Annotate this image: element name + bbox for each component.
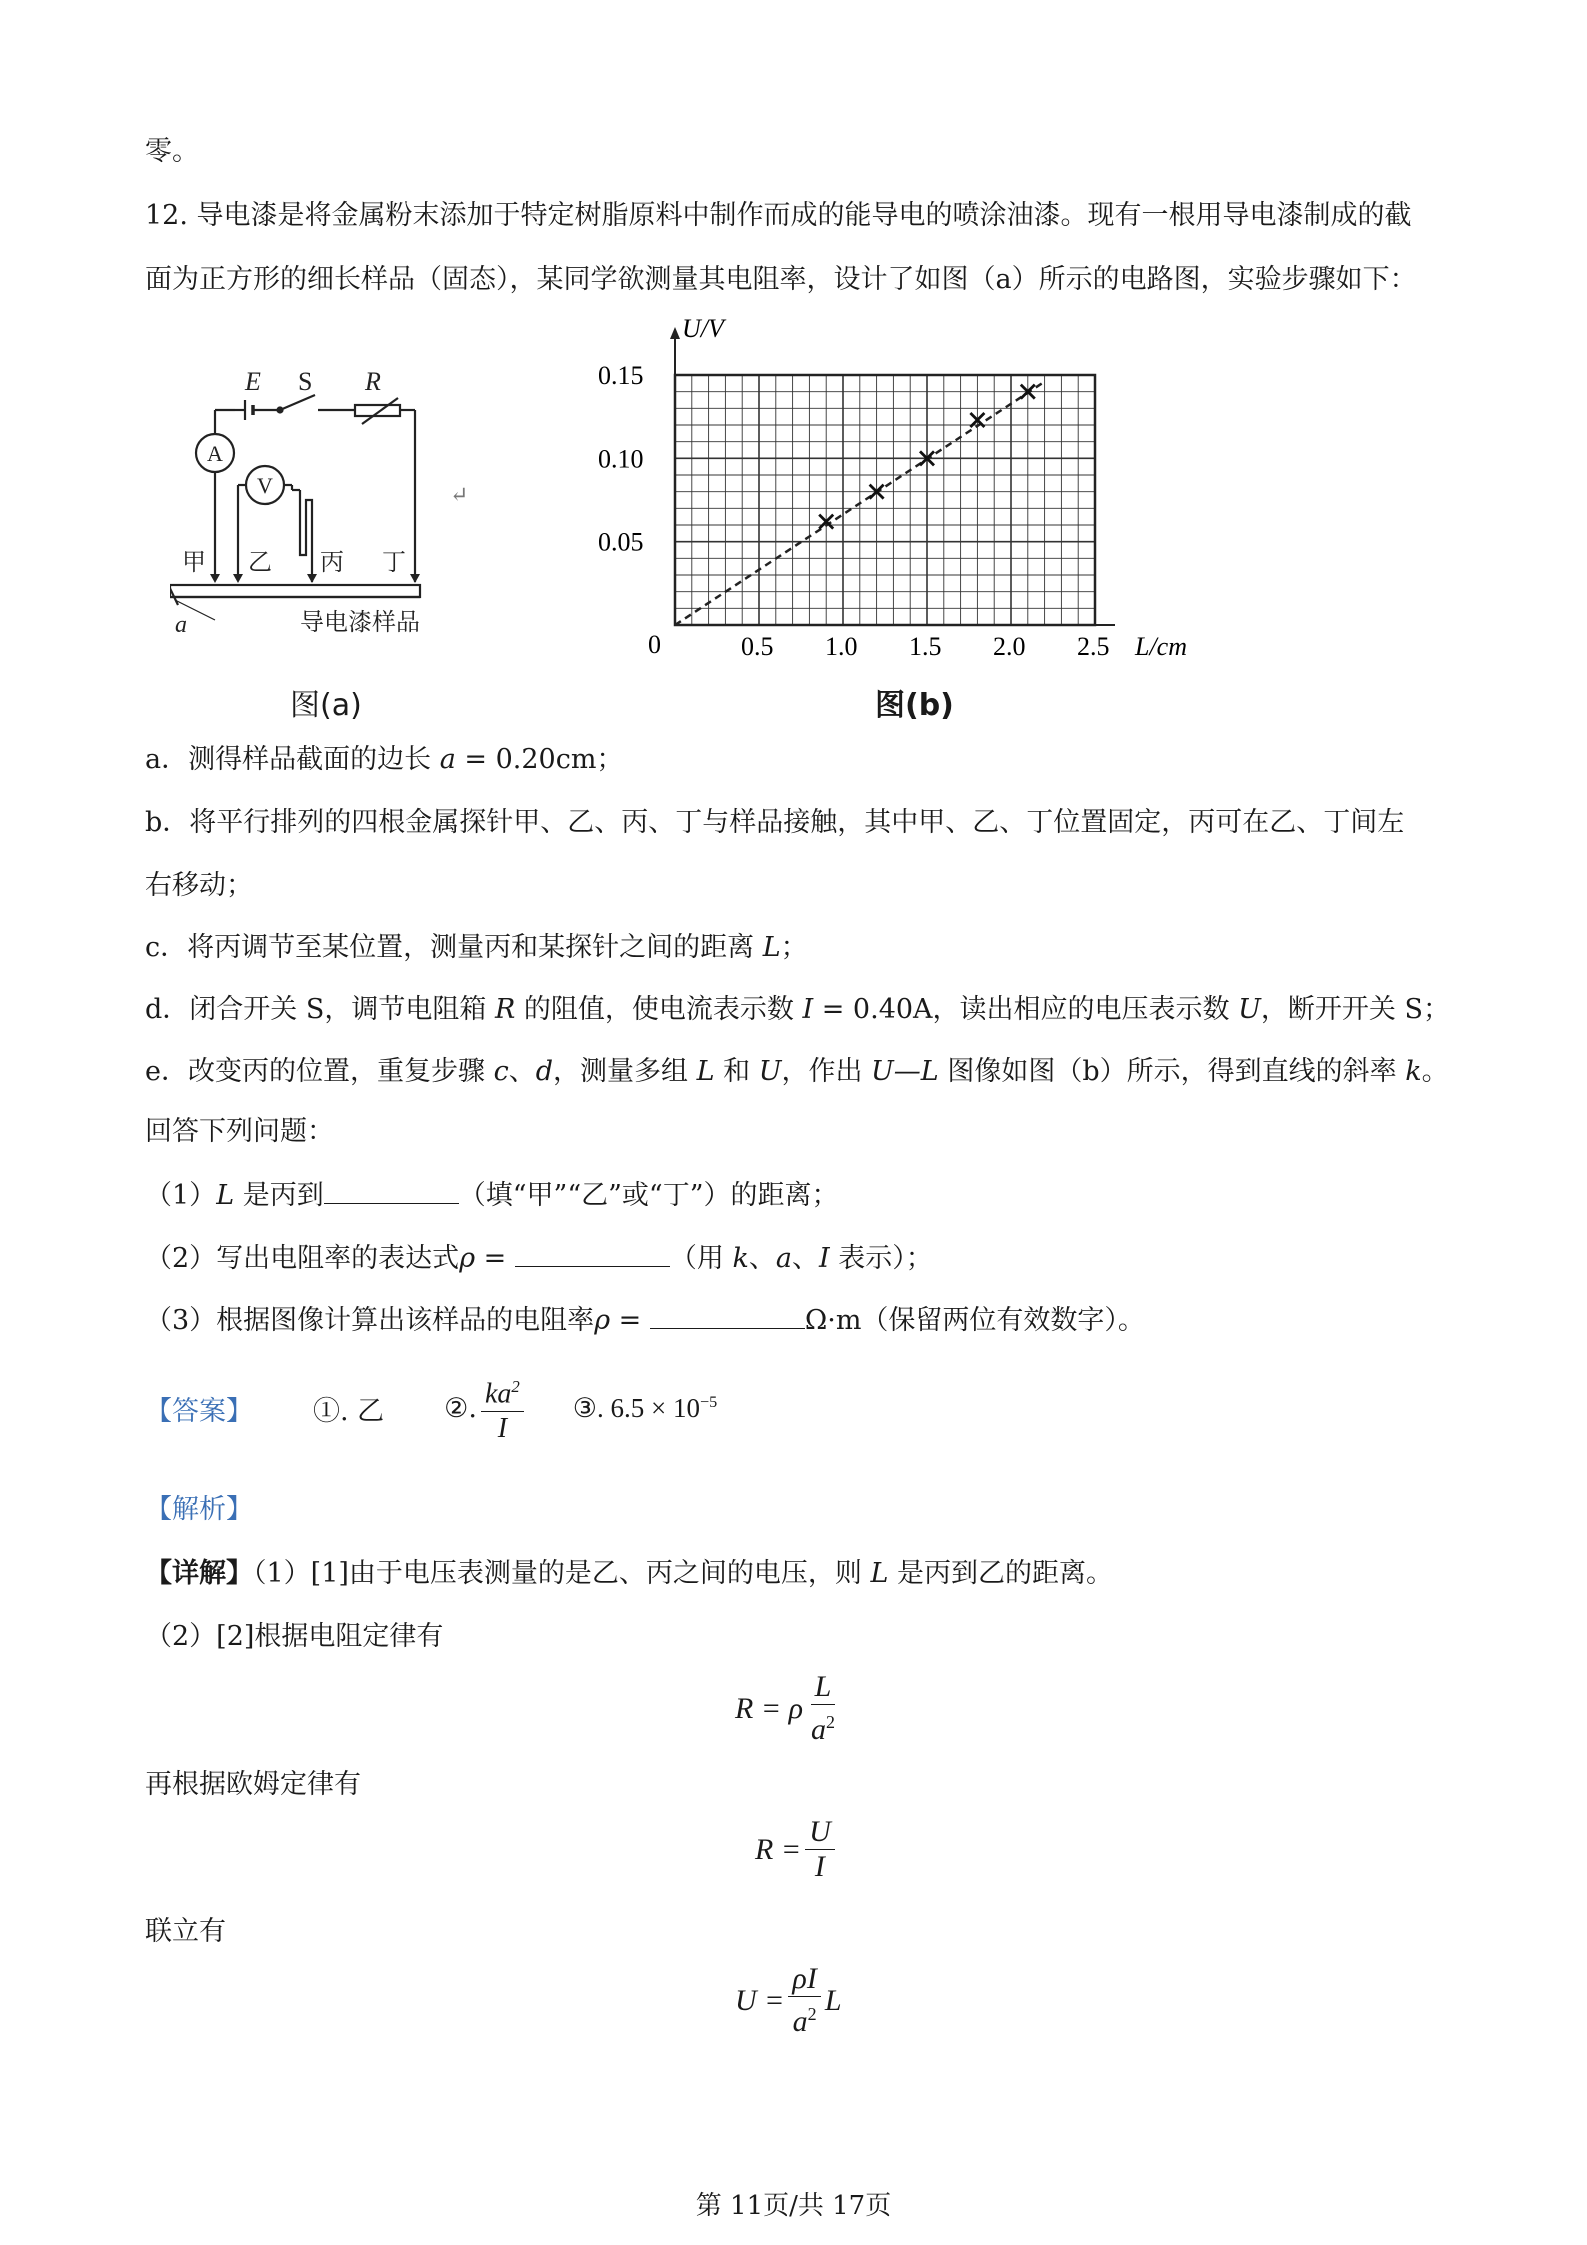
x-tick-label: 0.5 <box>741 632 774 661</box>
detail-line: 【详解】（1）[1]由于电压表测量的是乙、丙之间的电压，则 L 是丙到乙的距离。 <box>145 1558 1114 1589</box>
probe-ding-label: 丁 <box>382 550 406 576</box>
probe-bing-label: 丙 <box>320 550 344 576</box>
voltmeter-label: V <box>257 473 273 498</box>
x-tick-label: 1.0 <box>825 632 858 661</box>
prompt: 回答下列问题： <box>145 1116 334 1147</box>
y-tick-label: 0.15 <box>598 361 644 390</box>
y-axis-label: U/V <box>682 314 724 343</box>
label-S: S <box>298 367 313 396</box>
step-a: a．测得样品截面的边长 a = 0.20cm； <box>145 744 624 775</box>
subquestion-1: （1）L 是丙到 （填“甲”“乙”或“丁”）的距离； <box>145 1175 839 1216</box>
label-R: R <box>365 367 381 396</box>
answer-2-fraction: $\frac{ka^2}{I}$ <box>481 1370 524 1446</box>
subquestion-3: （3）根据图像计算出该样品的电阻率ρ = Ω·m（保留两位有效数字）。 <box>145 1300 1145 1341</box>
y-tick-label: 0.10 <box>598 444 644 474</box>
step-c: c．将丙调节至某位置，测量丙和某探针之间的距离 L； <box>145 932 808 963</box>
page-footer: 第 11页/共 17页 <box>695 2191 892 2221</box>
ammeter-label: A <box>207 441 223 466</box>
step-b-line-1: b．将平行排列的四根金属探针甲、乙、丙、丁与样品接触，其中甲、乙、丁位置固定，丙可在乙、丁间左 <box>145 807 1405 838</box>
part-2-line: （2）[2]根据电阻定律有 <box>145 1621 444 1652</box>
answer-blank-3[interactable] <box>650 1300 805 1329</box>
x-axis-label: L/cm <box>1135 632 1187 661</box>
figure-a-caption: 图(a) <box>290 688 362 723</box>
question-line-2: 面为正方形的细长样品（固态），某同学欲测量其电阻率，设计了如图（a）所示的电路图，实验步骤如下： <box>145 264 1417 295</box>
plot-frame <box>675 375 1095 625</box>
figure-b-chart <box>590 305 1240 675</box>
x-tick-label: 2.0 <box>993 632 1026 661</box>
x-tick-label: 1.5 <box>909 632 942 661</box>
combine-line: 联立有 <box>145 1916 226 1947</box>
step-b-line-2: 右移动； <box>145 870 253 901</box>
sample-label: 导电漆样品 <box>300 610 420 636</box>
answer-tag: 【答案】 <box>145 1395 253 1427</box>
label-E: E <box>245 367 261 396</box>
figure-a-circuit <box>170 350 470 650</box>
answer-3: ③. $6.5 \times 10^{-5}$ <box>572 1392 718 1423</box>
probe-jia-label: 甲 <box>182 550 206 576</box>
continued-text: 零。 <box>145 136 199 167</box>
step-e: e．改变丙的位置，重复步骤 c、d，测量多组 L 和 U，作出 U—L 图像如图（b）所示，得到直线的斜率 k。 <box>145 1056 1449 1087</box>
equation-combined: U = $\frac{\rho I}{a^2}$ L <box>735 1962 842 2038</box>
equation-ohm: R = $\frac{U}{I}$ <box>755 1815 839 1884</box>
equation-resistance-law: R = ρ $\frac{L}{a^2}$ <box>735 1670 835 1746</box>
return-mark: ↵ <box>450 483 469 508</box>
answer-blank-1[interactable] <box>324 1175 459 1204</box>
question-line-1: 12. 导电漆是将金属粉末添加于特定树脂原料中制作而成的能导电的喷涂油漆。现有一根用导电漆制成的截 <box>145 200 1412 231</box>
analysis-tag: 【解析】 <box>145 1494 253 1525</box>
ohm-line: 再根据欧姆定律有 <box>145 1769 361 1800</box>
figure-b-caption: 图(b) <box>875 688 954 723</box>
x-tick-label: 2.5 <box>1077 632 1110 661</box>
origin-label: 0 <box>648 630 661 659</box>
answer-2-prefix: ②. <box>444 1392 477 1424</box>
step-d: d．闭合开关 S，调节电阻箱 R 的阻值，使电流表示数 I = 0.40A，读出相应的电压表示数 U，断开开关 S； <box>145 994 1450 1025</box>
subquestion-2: （2）写出电阻率的表达式ρ = （用 k、a、I 表示）； <box>145 1238 933 1279</box>
answer-1: ①. 乙 <box>313 1395 385 1427</box>
probe-yi-label: 乙 <box>248 550 272 576</box>
label-a: a <box>175 612 187 638</box>
answer-row <box>145 1370 717 1446</box>
answer-blank-2[interactable] <box>515 1238 670 1267</box>
y-tick-label: 0.05 <box>598 527 644 557</box>
